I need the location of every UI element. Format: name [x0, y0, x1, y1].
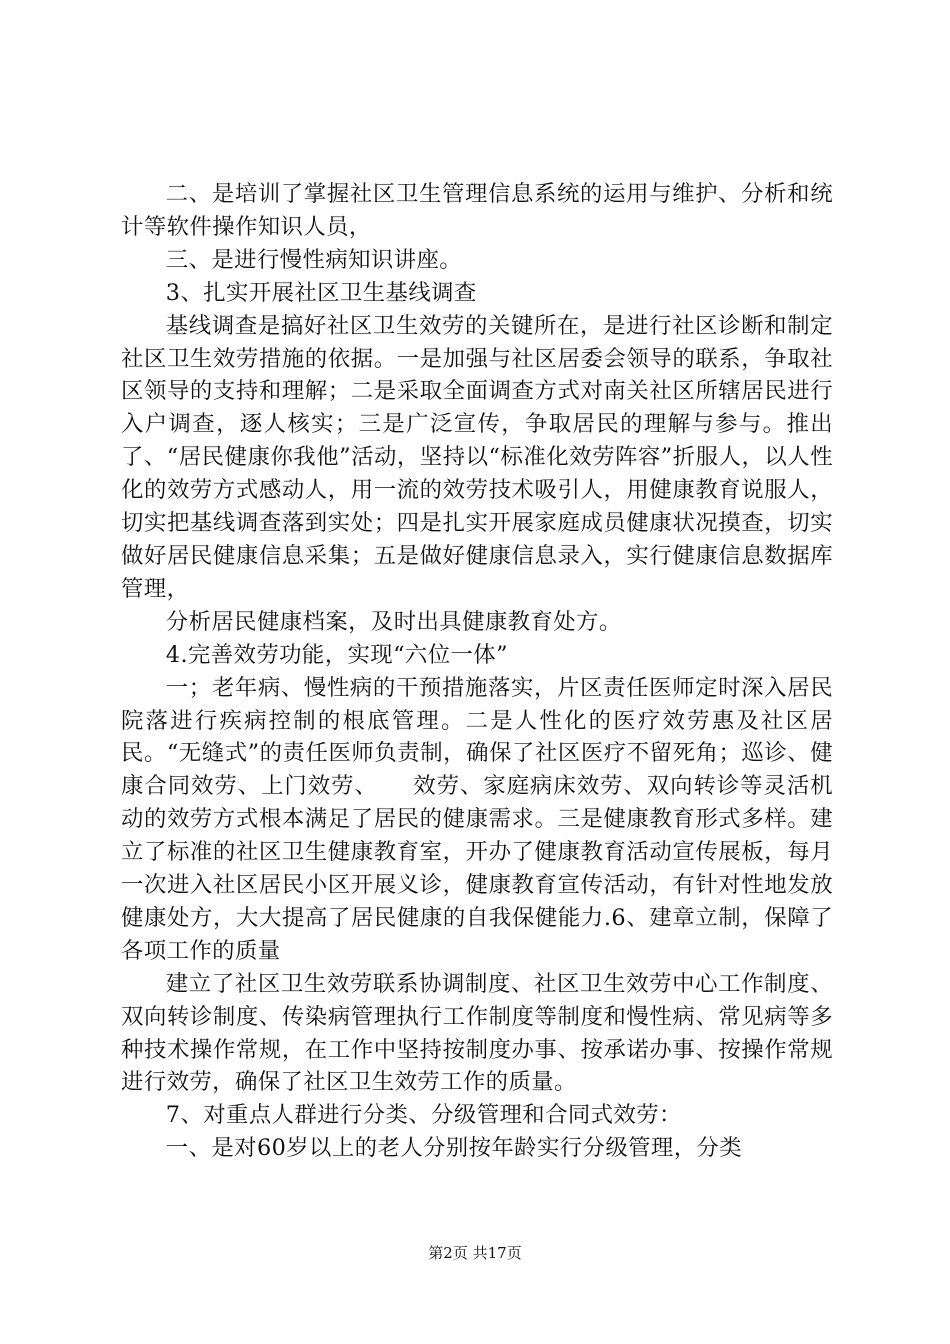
page-number: 2 [443, 1244, 453, 1262]
section-heading: 3、扎实开展社区卫生基线调查 [165, 279, 477, 306]
paragraph: 二、是培训了掌握社区卫生管理信息系统的运用与维护、分析和统计等软件操作知识人员， [121, 181, 833, 240]
page-prefix: 第 [428, 1244, 444, 1262]
total-pages: 17 [487, 1244, 507, 1262]
paragraph: 建立了社区卫生效劳联系协调制度、社区卫生效劳中心工作制度、双向转诊制度、传染病管理执行工作制度等制度和慢性病、常见病等多种技术操作常规，在工作中坚持按制度办事、按承诺办事、按操作常规进行效劳，确保了社区卫生效劳工作的质量。 [121, 970, 833, 1096]
page-middle: 页 共 [452, 1244, 488, 1262]
paragraph: 分析居民健康档案，及时出具健康教育处方。 [165, 608, 622, 635]
paragraph: 基线调查是搞好社区卫生效劳的关键所在，是进行社区诊断和制定社区卫生效劳措施的依据。一是加强与社区居委会领导的联系，争取社区领导的支持和理解；二是采取全面调查方式对南关社区所辖居民进行入户调查，逐人核实；三是广泛宣传，争取居民的理解与参与。推出了、“居民健康你我他”活动，坚持以“标准化效劳阵容”折服人，以人性化的效劳方式感动人，用一流的效劳技术吸引人，用健康教育说服人，切实把基线调查落到实处；四是扎实开展家庭成员健康状况摸查，切实做好居民健康信息采集；五是做好健康信息录入，实行健康信息数据库管理， [121, 312, 833, 602]
section-heading: 7、对重点人群进行分类、分级管理和合同式效劳： [165, 1102, 682, 1129]
paragraph: 三、是进行慢性病知识讲座。 [165, 246, 463, 273]
paragraph: 一；老年病、慢性病的干预措施落实，片区责任医师定时深入居民院落进行疾病控制的根底管理。二是人性化的医疗效劳惠及社区居民。“无缝式”的责任医师负责制，确保了社区医疗不留死角；巡诊、健康合同效劳、上门效劳、 效劳、家庭病床效劳、双向转诊等灵活机动的效劳方式根本满足了居民的健康需求。三是健康教育形式多样。建立了标准的社区卫生健康教育室，开办了健康教育活动宣传展板，每月一次进入社区居民小区开展义诊，健康教育宣传活动，有针对性地发放健康处方，大大提高了居民健康的自我保健能力.6、建章立制，保障了各项工作的质量 [121, 674, 833, 964]
document-body [121, 178, 833, 1165]
page-footer [0, 1243, 950, 1263]
paragraph: 一、是对60岁以上的老人分别按年龄实行分级管理，分类 [165, 1135, 743, 1162]
page-suffix: 页 [506, 1244, 522, 1262]
section-heading: 4.完善效劳功能，实现“六位一体” [165, 641, 508, 668]
